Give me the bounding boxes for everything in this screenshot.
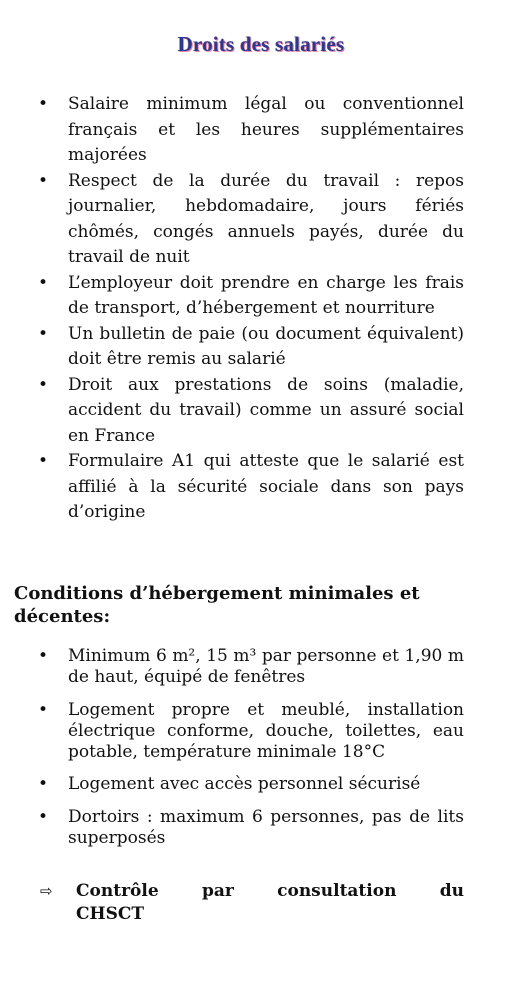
list-item: • Respect de la durée du travail : repos journalier, hebdomadaire, jours fériés chômés, congés annuels payés, durée du travail de nuit (38, 169, 464, 271)
conclusion-text (76, 880, 464, 926)
conclusion (40, 880, 464, 926)
housing-list (38, 646, 464, 860)
list-item: • Dortoirs : maximum 6 personnes, pas de lits superposés (38, 807, 464, 849)
conclusion-line-1: Contrôle par consultation du (76, 881, 464, 901)
page-title: Droits des salariés (177, 32, 345, 56)
list-item: • Droit aux prestations de soins (maladie, accident du travail) comme un assuré social en France (38, 373, 464, 450)
list-item: • Logement avec accès personnel sécurisé (38, 774, 464, 795)
rights-list (38, 92, 464, 526)
list-item: • L’employeur doit prendre en charge les frais de transport, d’hébergement et nourriture (38, 271, 464, 322)
list-item: • Minimum 6 m², 15 m³ par personne et 1,90 m de haut, équipé de fenêtres (38, 646, 464, 688)
list-item: • Un bulletin de paie (ou document équivalent) doit être remis au salarié (38, 322, 464, 373)
arrow-right-icon: ⇨ (40, 882, 53, 900)
conclusion-line-2: CHSCT (76, 904, 145, 924)
section-heading: Conditions d’hébergement minimales et décentes: (14, 583, 420, 627)
list-item: • Salaire minimum légal ou conventionnel français et les heures supplémentaires majorées (38, 92, 464, 169)
list-item: • Formulaire A1 qui atteste que le salarié est affilié à la sécurité sociale dans son pays d’origine (38, 449, 464, 526)
list-item: • Logement propre et meublé, installation électrique conforme, douche, toilettes, eau potable, température minimale 18°C (38, 700, 464, 763)
